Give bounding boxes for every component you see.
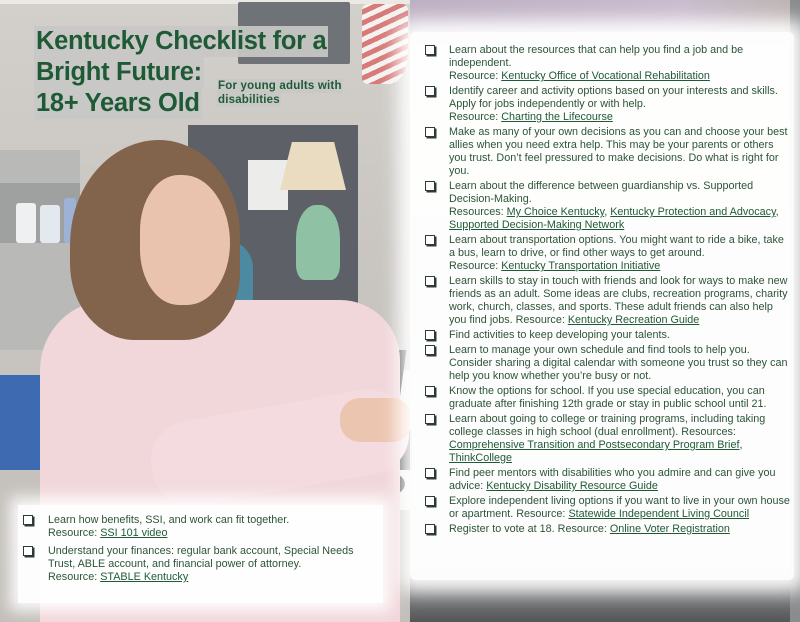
subtitle-line: disabilities [218, 94, 280, 106]
main-checklist [424, 44, 790, 538]
item-text: Know the options for school. If you use special education, you can graduate after finishing 12th grade or stay in public school until 21. [449, 385, 767, 410]
checklist-item [424, 44, 790, 83]
title-line: 18+ Years Old [36, 89, 200, 117]
checkbox-icon[interactable] [425, 386, 435, 396]
checkbox-icon[interactable] [425, 45, 435, 55]
link-ctp-program-brief[interactable]: Comprehensive Transition and Postsecondary Program Brief [449, 439, 740, 451]
resource-label: Resource: [48, 527, 101, 539]
checklist-item [424, 329, 790, 342]
resource-line [48, 571, 377, 584]
item-text: Make as many of your own decisions as you can and choose your best allies when you need extra help. This may be your parents or others you trust. Don’t feel pressured to make decisions. Do what is right for you. [449, 126, 788, 177]
checklist-item [424, 275, 790, 327]
resource-line [449, 111, 790, 124]
checkbox-icon[interactable] [425, 330, 435, 340]
item-text: Learn to manage your own schedule and find tools to help you. Consider sharing a digital calendar with someone you trust so they can help you know whether you’re busy or not. [449, 344, 788, 382]
resource-line [48, 527, 377, 540]
photo-recycling-bin [0, 375, 40, 470]
link-kentucky-ovr[interactable]: Kentucky Office of Vocational Rehabilitation [501, 70, 710, 82]
link-ssi-101-video[interactable]: SSI 101 video [100, 527, 168, 539]
photo-person-hand [340, 398, 412, 442]
link-stable-kentucky[interactable]: STABLE Kentucky [100, 571, 189, 583]
checkbox-icon[interactable] [23, 515, 33, 525]
item-text: Find peer mentors with disabilities who you admire and can give you advice: [449, 467, 776, 492]
checklist-item [424, 234, 790, 273]
resource-label: Resource: [449, 260, 502, 272]
link-supported-decision-making-network[interactable]: Supported Decision-Making Network [449, 219, 625, 231]
checklist-item: Learn about going to college or training programs, including taking college classes in high school (dual enrollment). Resources: Comprehensive Transition and Postsecondary Program Brief, ThinkCollege [424, 413, 790, 465]
link-statewide-independent-living-council[interactable]: Statewide Independent Living Council [568, 508, 750, 520]
resource-line [449, 70, 790, 83]
item-text: Learn about the resources that can help you find a job and be independent. [449, 44, 744, 69]
resource-label: Resource: [48, 571, 101, 583]
item-text: Learn about transportation options. You might want to ride a bike, take a bus, learn to drive, or find other ways to get around. [449, 234, 784, 259]
checkbox-icon[interactable] [425, 496, 435, 506]
photo-american-flag [362, 4, 408, 84]
checkbox-icon[interactable] [425, 414, 435, 424]
link-my-choice-kentucky[interactable]: My Choice Kentucky [506, 206, 605, 218]
checkbox-icon[interactable] [425, 127, 435, 137]
checklist-item [424, 126, 790, 178]
checklist-item [424, 180, 790, 232]
item-text: Find activities to keep developing your talents. [449, 329, 670, 341]
finance-checklist-panel [18, 505, 383, 603]
page-subtitle [217, 79, 343, 107]
checklist-item [424, 467, 790, 493]
item-text: Identify career and activity options based on your interests and skills. Apply for jobs independently or with help. [449, 85, 778, 110]
resource-line: Resources: My Choice Kentucky, Kentucky Protection and Advocacy, Supported Decision-Making Network [449, 206, 779, 231]
checkbox-icon[interactable] [425, 86, 435, 96]
item-text: Learn about going to college or training programs, including taking college classes in high school (dual enrollment). [449, 413, 766, 438]
resource-label: Resource: [512, 314, 568, 326]
item-text: Learn about the difference between guardianship vs. Supported Decision-Making. [449, 180, 754, 205]
resource-label: Resource: [513, 508, 569, 520]
title-line: Bright Future: [36, 58, 202, 86]
item-text: Learn skills to stay in touch with friends and look for ways to make new friends as an adult. Some ideas are clubs, recreation programs, charity work, church, classes, and sports. These adult friends can also help you find jobs. [449, 275, 788, 326]
checkbox-icon[interactable] [425, 345, 435, 355]
item-text: Explore independent living options if you want to live in your own house or apartment. [449, 495, 790, 520]
checklist-item [22, 514, 377, 540]
checklist-item [424, 495, 790, 521]
checklist-item [424, 344, 790, 383]
item-text: Learn how benefits, SSI, and work can fit together. [48, 514, 290, 526]
checkbox-icon[interactable] [425, 468, 435, 478]
checklist-item [424, 385, 790, 411]
photo-person-face [140, 175, 230, 305]
checklist-item [424, 85, 790, 124]
finance-checklist [22, 514, 377, 589]
checkbox-icon[interactable] [23, 546, 33, 556]
checklist-item [22, 545, 377, 584]
photo-bottle [40, 205, 60, 243]
checkbox-icon[interactable] [425, 235, 435, 245]
checkbox-icon[interactable] [425, 276, 435, 286]
title-line: Kentucky Checklist for a [36, 27, 327, 55]
link-kentucky-protection-advocacy[interactable]: Kentucky Protection and Advocacy [610, 206, 776, 218]
link-kentucky-recreation-guide[interactable]: Kentucky Recreation Guide [567, 314, 700, 326]
link-charting-lifecourse[interactable]: Charting the Lifecourse [501, 111, 613, 123]
subtitle-line: For young adults with [218, 80, 342, 92]
link-kentucky-transportation-initiative[interactable]: Kentucky Transportation Initiative [501, 260, 661, 272]
photo-bottle [16, 203, 36, 243]
item-text: Register to vote at 18. [449, 523, 555, 535]
link-kentucky-disability-resource-guide[interactable]: Kentucky Disability Resource Guide [486, 480, 658, 492]
resource-label: Resources: [449, 206, 507, 218]
item-text: Understand your finances: regular bank account, Special Needs Trust, ABLE account, and financial power of attorney. [48, 545, 354, 570]
resource-label: Resource: [449, 111, 502, 123]
checklist-item [424, 523, 790, 536]
checkbox-icon[interactable] [425, 181, 435, 191]
resource-label: Resources: [678, 426, 736, 438]
main-checklist-panel [410, 32, 794, 580]
resource-label: Resource: [449, 70, 502, 82]
checkbox-icon[interactable] [425, 524, 435, 534]
link-thinkcollege[interactable]: ThinkCollege [449, 452, 513, 464]
link-online-voter-registration[interactable]: Online Voter Registration [609, 523, 730, 535]
photo-lamp-base [296, 205, 340, 280]
resource-label: Resource: [554, 523, 610, 535]
resource-line [449, 260, 790, 273]
